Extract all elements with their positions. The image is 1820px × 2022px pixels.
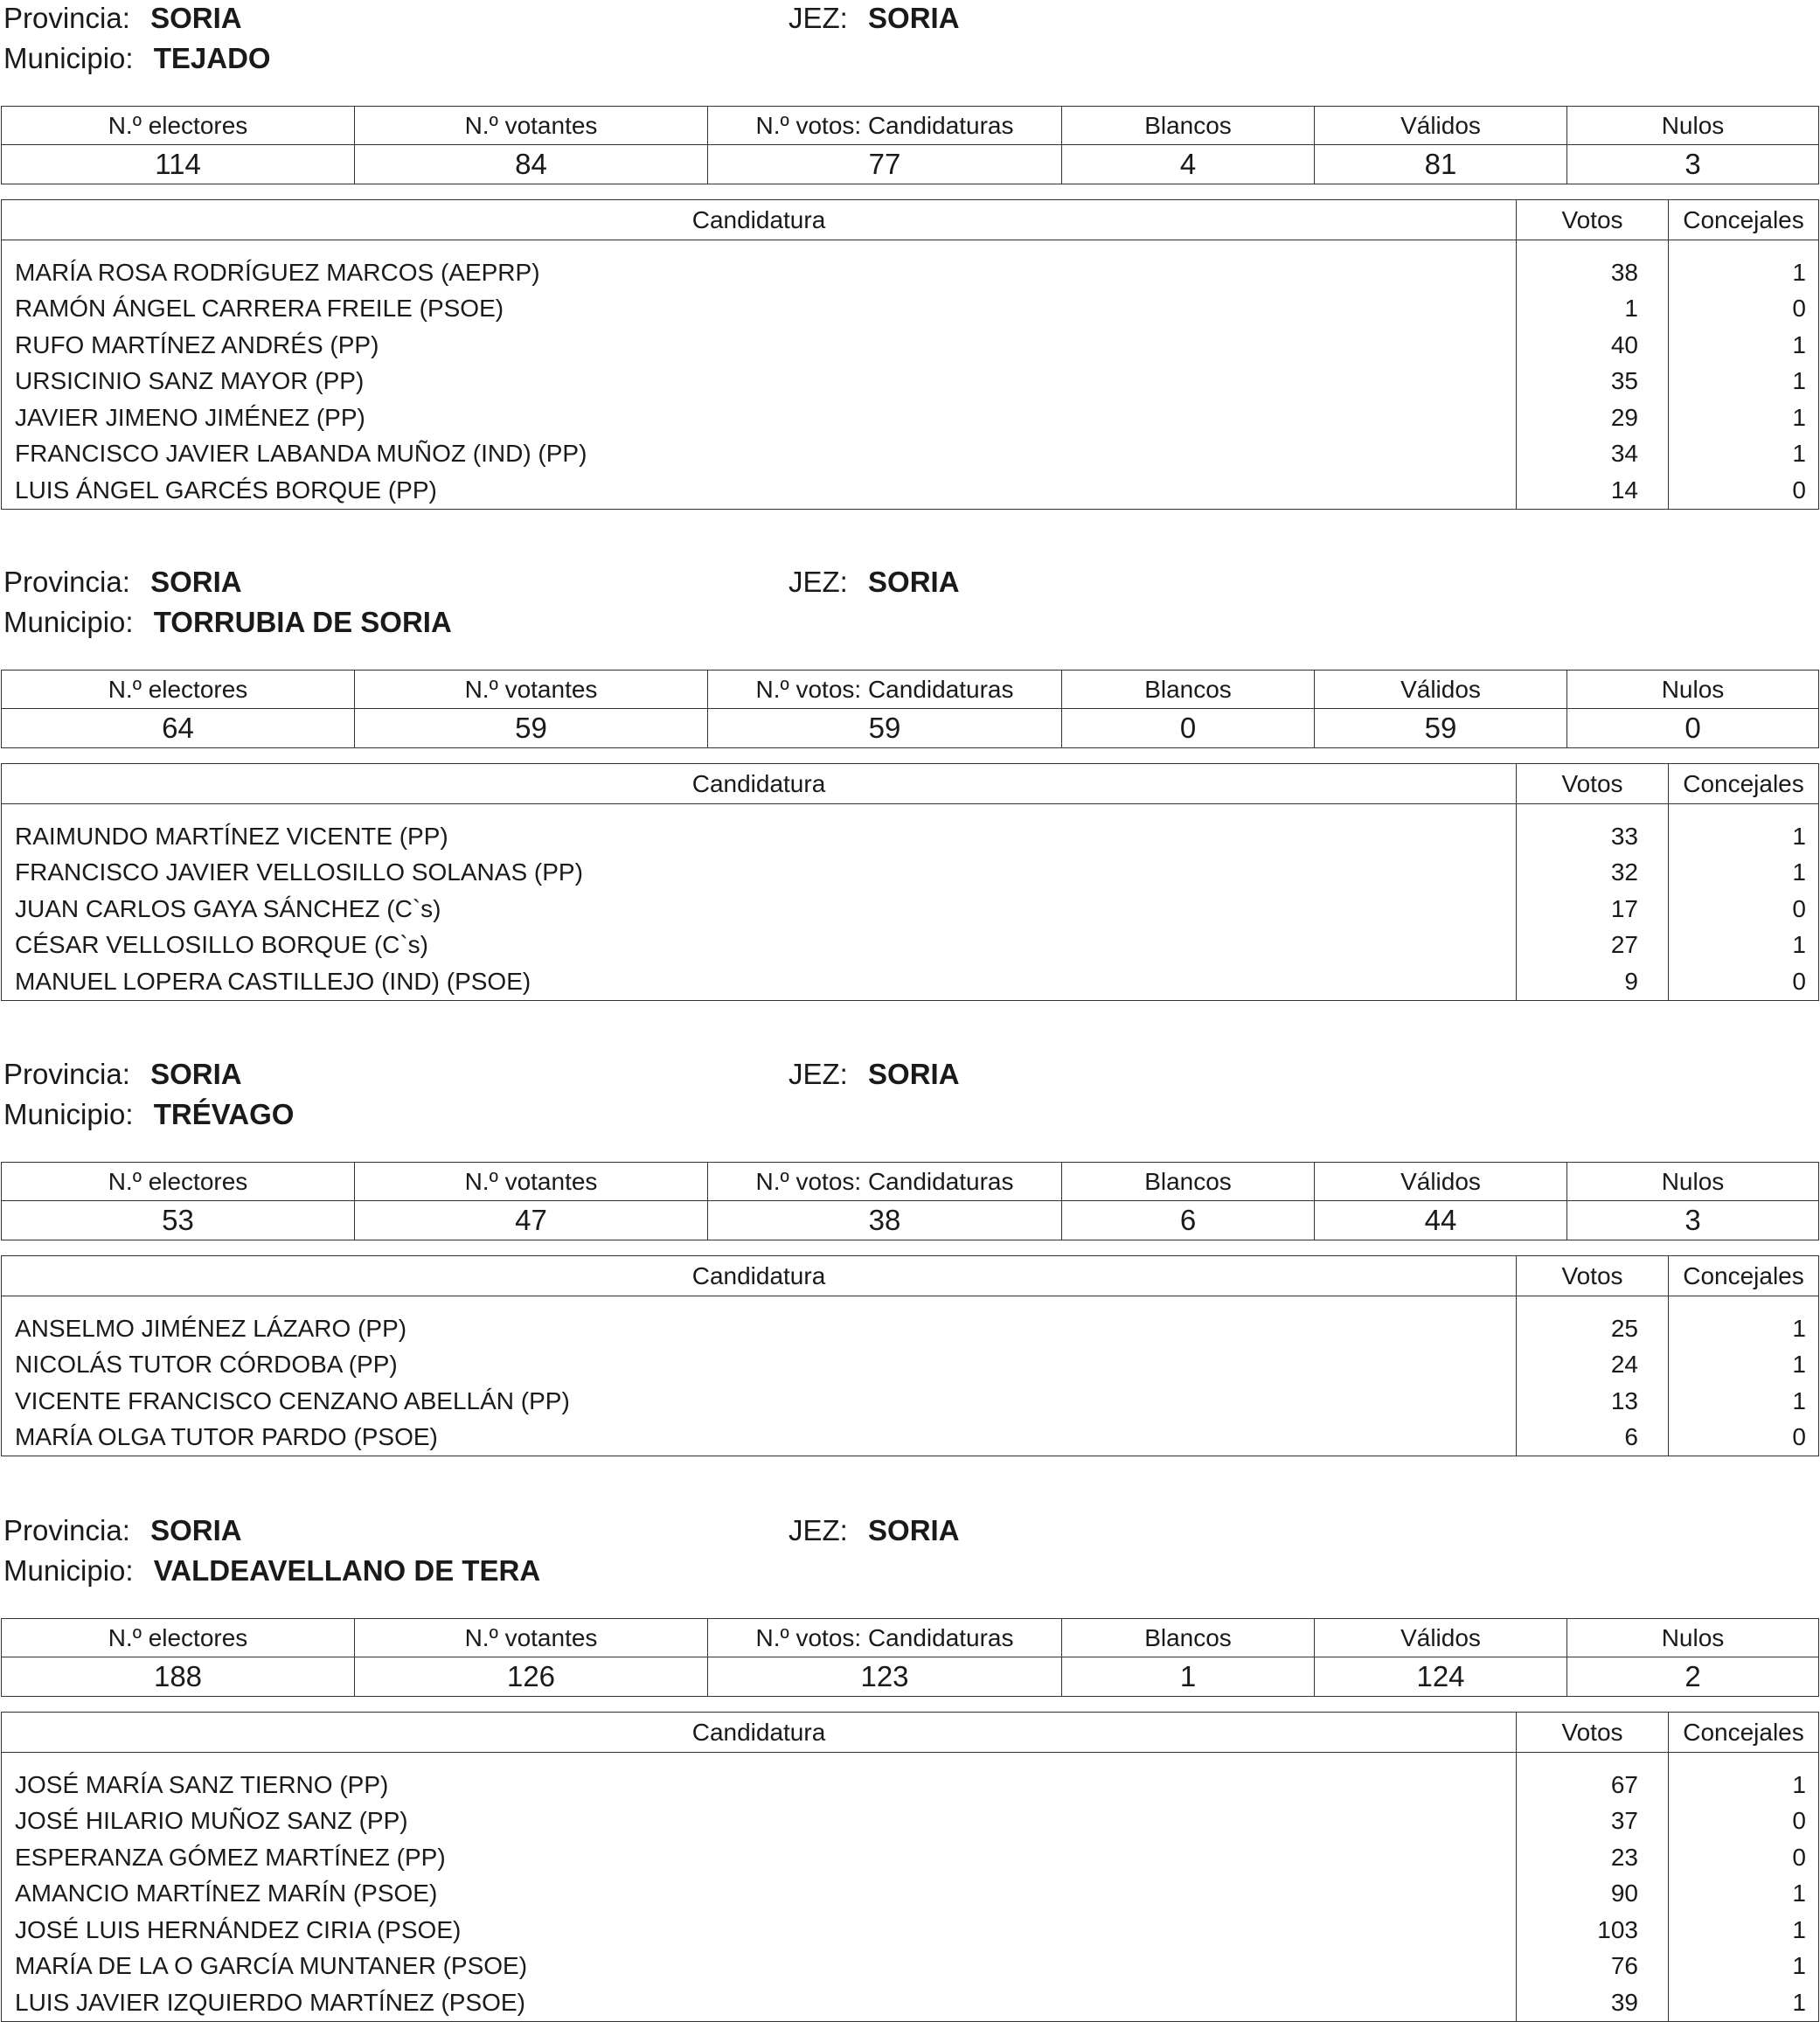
provincia-value: SORIA [150,1058,242,1090]
jez-value: SORIA [868,2,960,34]
votantes-header: N.º votantes [355,1163,708,1201]
candidate-name: MARÍA OLGA TUTOR PARDO (PSOE) [2,1420,1517,1456]
votos-candidaturas-header: N.º votos: Candidaturas [708,1619,1062,1657]
candidate-concejales: 1 [1669,1383,1819,1420]
candidate-name: URSICINIO SANZ MAYOR (PP) [2,364,1517,400]
jez-value: SORIA [868,566,960,598]
candidate-votos: 76 [1517,1949,1669,1985]
votos-header: Votos [1517,764,1669,804]
candidatura-header: Candidatura [2,1256,1517,1296]
candidates-header-row [2,200,1819,240]
votantes-header: N.º votantes [355,671,708,709]
municipio-value: VALDEAVELLANO DE TERA [153,1554,541,1587]
municipio-row [3,44,271,73]
candidate-name: ESPERANZA GÓMEZ MARTÍNEZ (PP) [2,1839,1517,1876]
jez-value: SORIA [868,1058,960,1090]
candidate-row [2,1876,1819,1913]
municipio-label: Municipio: [3,1098,134,1130]
provincia-row [3,567,242,596]
nulos-value: 3 [1567,1201,1819,1240]
municipio-row [3,1556,540,1585]
stats-values-row [2,709,1819,748]
electores-value: 53 [2,1201,355,1240]
concejales-header: Concejales [1669,764,1819,804]
candidate-votos: 103 [1517,1912,1669,1949]
candidate-concejales: 1 [1669,240,1819,291]
candidate-concejales: 0 [1669,963,1819,1000]
candidate-votos: 32 [1517,855,1669,892]
nulos-header: Nulos [1567,1619,1819,1657]
stats-header-row [2,671,1819,709]
candidates-table [1,199,1819,510]
votos-header: Votos [1517,1256,1669,1296]
electores-header: N.º electores [2,107,355,145]
stats-header-row [2,107,1819,145]
candidatura-header: Candidatura [2,200,1517,240]
candidate-name: FRANCISCO JAVIER VELLOSILLO SOLANAS (PP) [2,855,1517,892]
candidate-votos: 24 [1517,1347,1669,1384]
candidate-row [2,1839,1819,1876]
municipio-label: Municipio: [3,42,134,74]
municipio-label: Municipio: [3,1554,134,1587]
candidate-name: AMANCIO MARTÍNEZ MARÍN (PSOE) [2,1876,1517,1913]
jez-label: JEZ: [788,2,848,34]
blancos-header: Blancos [1062,1619,1315,1657]
votantes-value: 47 [355,1201,708,1240]
candidate-votos: 90 [1517,1876,1669,1913]
votantes-value: 59 [355,709,708,748]
candidate-concejales: 1 [1669,436,1819,473]
candidate-concejales: 1 [1669,400,1819,436]
votos-candidaturas-value: 123 [708,1657,1062,1697]
candidate-row [2,1984,1819,2021]
provincia-value: SORIA [150,2,242,34]
jez-row [788,1060,960,1088]
electores-value: 188 [2,1657,355,1697]
provincia-row [3,1516,242,1545]
votantes-value: 126 [355,1657,708,1697]
candidate-name: MARÍA ROSA RODRÍGUEZ MARCOS (AEPRP) [2,240,1517,291]
concejales-header: Concejales [1669,200,1819,240]
candidate-concejales: 1 [1669,327,1819,364]
candidate-votos: 67 [1517,1753,1669,1803]
candidate-concejales: 1 [1669,1984,1819,2021]
nulos-header: Nulos [1567,107,1819,145]
candidate-concejales: 1 [1669,1876,1819,1913]
candidate-name: RAIMUNDO MARTÍNEZ VICENTE (PP) [2,804,1517,855]
electores-header: N.º electores [2,1619,355,1657]
candidate-name: JOSÉ MARÍA SANZ TIERNO (PP) [2,1753,1517,1803]
candidate-name: JAVIER JIMENO JIMÉNEZ (PP) [2,400,1517,436]
candidate-row [2,804,1819,855]
candidate-name: LUIS ÁNGEL GARCÉS BORQUE (PP) [2,472,1517,509]
jez-label: JEZ: [788,566,848,598]
candidate-votos: 39 [1517,1984,1669,2021]
candidate-name: ANSELMO JIMÉNEZ LÁZARO (PP) [2,1296,1517,1347]
stats-values-row [2,1201,1819,1240]
concejales-header: Concejales [1669,1256,1819,1296]
candidate-row [2,891,1819,928]
candidate-concejales: 1 [1669,1296,1819,1347]
provincia-value: SORIA [150,1514,242,1546]
votos-candidaturas-value: 59 [708,709,1062,748]
blancos-value: 1 [1062,1657,1315,1697]
provincia-label: Provincia: [3,566,130,598]
candidate-concejales: 1 [1669,1949,1819,1985]
electores-header: N.º electores [2,671,355,709]
candidate-votos: 27 [1517,928,1669,964]
candidatura-header: Candidatura [2,1713,1517,1753]
candidates-header-row [2,1713,1819,1753]
candidate-row [2,327,1819,364]
candidate-row [2,364,1819,400]
nulos-value: 3 [1567,145,1819,184]
electores-value: 114 [2,145,355,184]
validos-value: 124 [1315,1657,1567,1697]
candidate-concejales: 1 [1669,928,1819,964]
municipio-value: TRÉVAGO [153,1098,295,1130]
candidate-row [2,1383,1819,1420]
candidate-name: LUIS JAVIER IZQUIERDO MARTÍNEZ (PSOE) [2,1984,1517,2021]
jez-label: JEZ: [788,1514,848,1546]
candidate-name: NICOLÁS TUTOR CÓRDOBA (PP) [2,1347,1517,1384]
candidate-votos: 13 [1517,1383,1669,1420]
validos-value: 44 [1315,1201,1567,1240]
validos-header: Válidos [1315,1619,1567,1657]
stats-values-row [2,145,1819,184]
votos-candidaturas-header: N.º votos: Candidaturas [708,107,1062,145]
candidate-concejales: 0 [1669,1839,1819,1876]
candidate-concejales: 0 [1669,891,1819,928]
candidates-table [1,1255,1819,1456]
candidate-row [2,963,1819,1000]
candidate-votos: 37 [1517,1803,1669,1840]
candidates-header-row [2,764,1819,804]
votos-candidaturas-header: N.º votos: Candidaturas [708,1163,1062,1201]
jez-value: SORIA [868,1514,960,1546]
candidates-table [1,763,1819,1001]
blancos-value: 4 [1062,145,1315,184]
stats-table [1,670,1819,748]
candidate-votos: 1 [1517,291,1669,328]
validos-value: 59 [1315,709,1567,748]
votos-header: Votos [1517,1713,1669,1753]
votantes-value: 84 [355,145,708,184]
candidate-name: JUAN CARLOS GAYA SÁNCHEZ (C`s) [2,891,1517,928]
jez-row [788,567,960,596]
candidate-name: JOSÉ LUIS HERNÁNDEZ CIRIA (PSOE) [2,1912,1517,1949]
provincia-row [3,1060,242,1088]
blancos-header: Blancos [1062,107,1315,145]
stats-table [1,106,1819,184]
electores-value: 64 [2,709,355,748]
nulos-value: 0 [1567,709,1819,748]
blancos-value: 0 [1062,709,1315,748]
electores-header: N.º electores [2,1163,355,1201]
candidate-row [2,1803,1819,1840]
candidate-row [2,1420,1819,1456]
jez-label: JEZ: [788,1058,848,1090]
votos-candidaturas-value: 77 [708,145,1062,184]
votos-candidaturas-header: N.º votos: Candidaturas [708,671,1062,709]
provincia-label: Provincia: [3,2,130,34]
blancos-value: 6 [1062,1201,1315,1240]
candidate-name: MARÍA DE LA O GARCÍA MUNTANER (PSOE) [2,1949,1517,1985]
candidate-row [2,240,1819,291]
candidate-name: VICENTE FRANCISCO CENZANO ABELLÁN (PP) [2,1383,1517,1420]
candidate-row [2,1753,1819,1803]
candidate-row [2,1296,1819,1347]
candidate-concejales: 1 [1669,364,1819,400]
candidate-concejales: 0 [1669,472,1819,509]
candidate-name: JOSÉ HILARIO MUÑOZ SANZ (PP) [2,1803,1517,1840]
candidate-row [2,1949,1819,1985]
validos-header: Válidos [1315,671,1567,709]
municipio-label: Municipio: [3,606,134,638]
nulos-header: Nulos [1567,1163,1819,1201]
municipio-row [3,608,452,636]
candidate-concejales: 1 [1669,855,1819,892]
blancos-header: Blancos [1062,1163,1315,1201]
candidate-concejales: 1 [1669,1753,1819,1803]
candidate-name: MANUEL LOPERA CASTILLEJO (IND) (PSOE) [2,963,1517,1000]
candidate-votos: 33 [1517,804,1669,855]
concejales-header: Concejales [1669,1713,1819,1753]
nulos-header: Nulos [1567,671,1819,709]
candidate-name: FRANCISCO JAVIER LABANDA MUÑOZ (IND) (PP) [2,436,1517,473]
stats-header-row [2,1163,1819,1201]
candidate-votos: 14 [1517,472,1669,509]
nulos-value: 2 [1567,1657,1819,1697]
candidate-concejales: 1 [1669,1912,1819,1949]
candidate-votos: 38 [1517,240,1669,291]
votos-candidaturas-value: 38 [708,1201,1062,1240]
votantes-header: N.º votantes [355,107,708,145]
candidate-votos: 34 [1517,436,1669,473]
provincia-row [3,3,242,32]
provincia-value: SORIA [150,566,242,598]
votos-header: Votos [1517,200,1669,240]
jez-row [788,1516,960,1545]
votantes-header: N.º votantes [355,1619,708,1657]
candidate-name: RAMÓN ÁNGEL CARRERA FREILE (PSOE) [2,291,1517,328]
stats-header-row [2,1619,1819,1657]
candidate-votos: 35 [1517,364,1669,400]
candidate-row [2,291,1819,328]
candidate-votos: 40 [1517,327,1669,364]
stats-table [1,1618,1819,1697]
candidate-votos: 17 [1517,891,1669,928]
candidate-name: RUFO MARTÍNEZ ANDRÉS (PP) [2,327,1517,364]
candidate-concejales: 0 [1669,1420,1819,1456]
candidate-votos: 29 [1517,400,1669,436]
stats-values-row [2,1657,1819,1697]
provincia-label: Provincia: [3,1058,130,1090]
candidate-name: CÉSAR VELLOSILLO BORQUE (C`s) [2,928,1517,964]
candidate-row [2,436,1819,473]
municipio-value: TORRUBIA DE SORIA [153,606,452,638]
provincia-label: Provincia: [3,1514,130,1546]
candidate-votos: 25 [1517,1296,1669,1347]
candidate-concejales: 1 [1669,1347,1819,1384]
candidates-table [1,1712,1819,2022]
candidate-row [2,855,1819,892]
validos-header: Válidos [1315,1163,1567,1201]
candidate-row [2,400,1819,436]
municipio-value: TEJADO [153,42,271,74]
jez-row [788,3,960,32]
candidate-row [2,1347,1819,1384]
stats-table [1,1162,1819,1240]
validos-header: Válidos [1315,107,1567,145]
candidate-concejales: 1 [1669,804,1819,855]
candidatura-header: Candidatura [2,764,1517,804]
candidate-row [2,472,1819,509]
candidates-header-row [2,1256,1819,1296]
candidate-row [2,928,1819,964]
candidate-votos: 23 [1517,1839,1669,1876]
candidate-votos: 6 [1517,1420,1669,1456]
candidate-concejales: 0 [1669,291,1819,328]
municipio-row [3,1100,294,1129]
candidate-concejales: 0 [1669,1803,1819,1840]
candidate-votos: 9 [1517,963,1669,1000]
blancos-header: Blancos [1062,671,1315,709]
candidate-row [2,1912,1819,1949]
validos-value: 81 [1315,145,1567,184]
